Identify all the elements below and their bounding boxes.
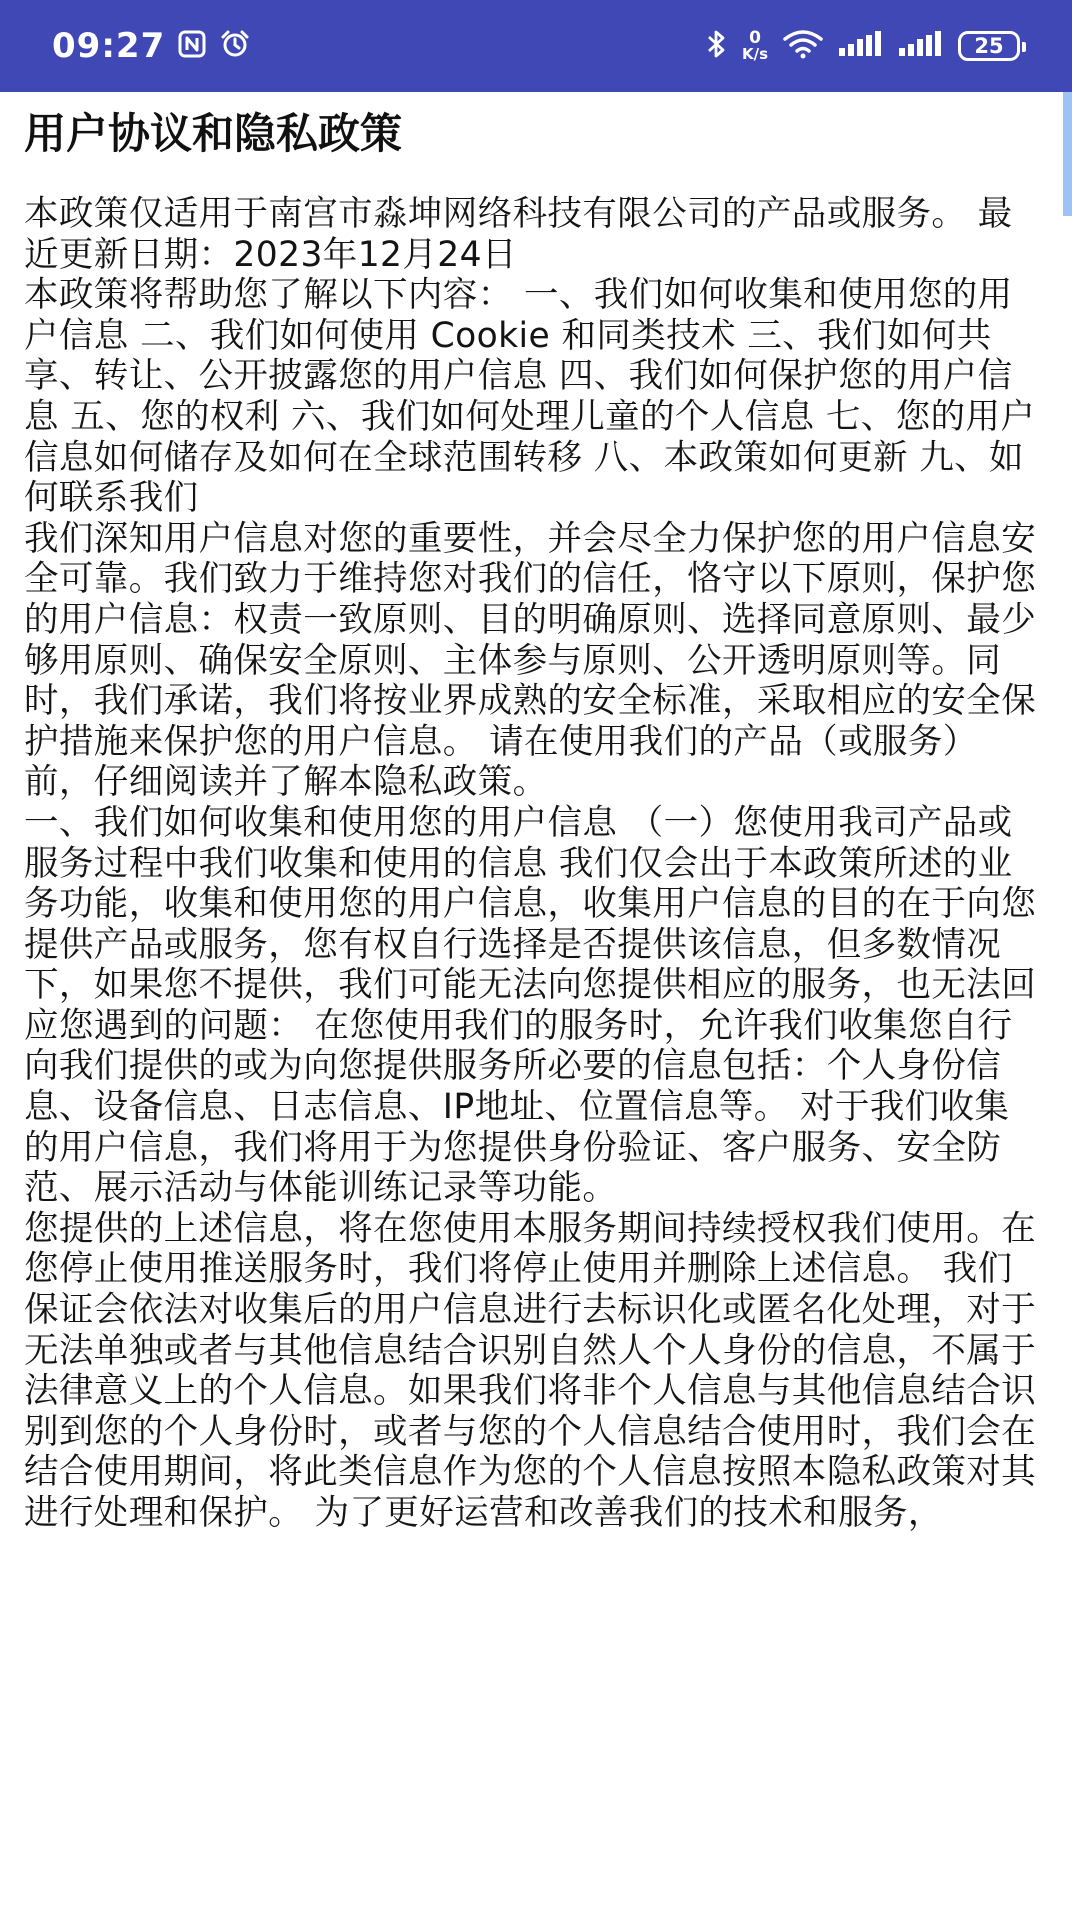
page-title: 用户协议和隐私政策 bbox=[24, 109, 403, 158]
status-time: 09:27 bbox=[52, 26, 166, 66]
status-bar-right bbox=[706, 24, 1020, 68]
battery-level: 25 bbox=[974, 34, 1004, 58]
status-bar-left bbox=[52, 26, 251, 66]
signal-icon bbox=[838, 30, 884, 62]
bluetooth-icon bbox=[706, 28, 728, 64]
battery-icon bbox=[958, 31, 1020, 61]
wifi-icon bbox=[782, 29, 824, 63]
nfc-icon bbox=[177, 29, 207, 63]
alarm-icon bbox=[219, 28, 251, 64]
scrollbar-track[interactable] bbox=[1062, 92, 1072, 1912]
network-speed bbox=[742, 30, 768, 62]
network-speed-value: 0 bbox=[749, 28, 761, 48]
signal-icon bbox=[898, 30, 944, 62]
policy-content[interactable] bbox=[24, 92, 1044, 1534]
status-bar bbox=[0, 0, 1072, 92]
policy-body-text: 本政策仅适用于南宫市淼坤网络科技有限公司的产品或服务。 最近更新日期：2023年12月24日 本政策将帮助您了解以下内容： 一、我们如何收集和使用您的用户信息 二、我们如何使用 Cookie 和同类技术 三、我们如何共享、转让、公开披露您的用户信息 四、我们如何保护您的用户信息 五、您的权利 六、我们如何处理儿童的个人信息 七、您的用户信息如何储存及如何在全球范围转移 八、本政策如何更新 九、如何联系我们 我们深知用户信息对您的重要性，并会尽全力保护您的用户信息安全可靠。我们致力于维持您对我们的信任，恪守以下原则，保护您的用户信息：权责一致原则、目的明确原则、选择同意原则、最少够用原则、确保安全原则、主体参与原则、公开透明原则等。同时，我们承诺，我们将按业界成熟的安全标准，采取相应的安全保护措施来保护您的用户信息。 请在使用我们的产品（或服务）前，仔细阅读并了解本隐私政策。 一、我们如何收集和使用您的用户信息 （一）您使用我司产品或服务过程中我们收集和使用的信息 我们仅会出于本政策所述的业务功能，收集和使用您的用户信息，收集用户信息的目的在于向您提供产品或服务，您有权自行选择是否提供该信息，但多数情况下，如果您不提供，我们可能无法向您提供相应的服务，也无法回应您遇到的问题： 在您使用我们的服务时，允许我们收集您自行向我们提供的或为向您提供服务所必要的信息包括：个人身份信息、设备信息、日志信息、IP地址、位置信息等。 对于我们收集的用户信息，我们将用于为您提供身份验证、客户服务、安全防范、展示活动与体能训练记录等功能。 您提供的上述信息，将在您使用本服务期间持续授权我们使用。在您停止使用推送服务时，我们将停止使用并删除上述信息。 我们保证会依法对收集后的用户信息进行去标识化或匿名化处理，对于无法单独或者与其他信息结合识别自然人个人身份的信息，不属于法律意义上的个人信息。如果我们将非个人信息与其他信息结合识别到您的个人身份时，或者与您的个人信息结合使用时，我们会在结合使用期间，将此类信息作为您的个人信息按照本隐私政策对其进行处理和保护。 为了更好运营和改善我们的技术和服务， bbox=[24, 194, 1037, 1533]
network-speed-unit: K/s bbox=[741, 45, 768, 63]
scrollbar-thumb[interactable] bbox=[1063, 92, 1072, 216]
